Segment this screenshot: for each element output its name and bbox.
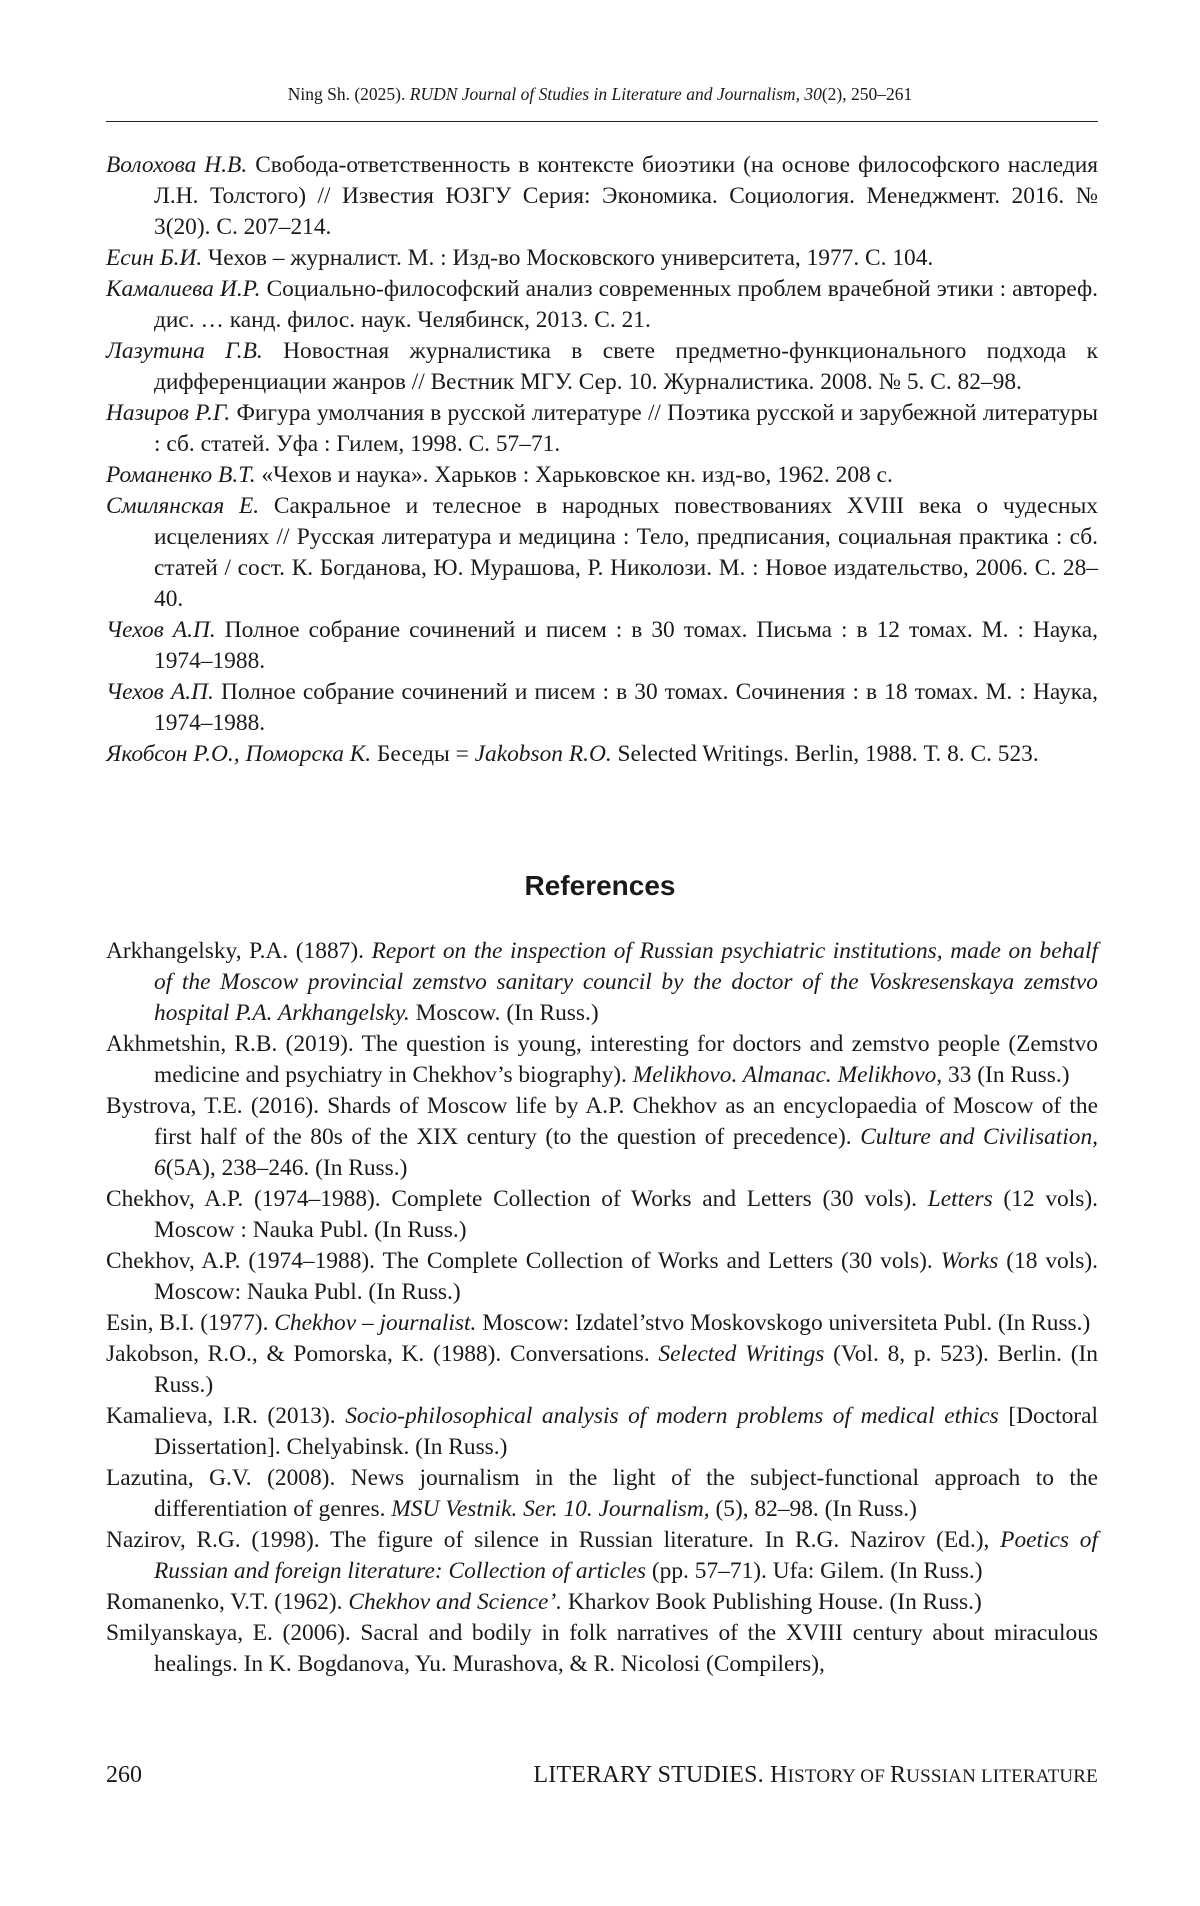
- reference-entry: Романенко В.Т. «Чехов и наука». Харьков : Харьковское кн. изд-во, 1962. 208 с.: [106, 462, 893, 488]
- header-volume: 30: [804, 84, 822, 104]
- reference-entry: Jakobson, R.O., & Pomorska, K. (1988). Conversations. Selected Writings (Vol. 8, p. 523). Berlin. (In Russ.): [106, 1341, 1098, 1398]
- reference-entry: Чехов А.П. Полное собрание сочинений и писем : в 30 томах. Письма : в 12 томах. М. : Наука, 1974–1988.: [106, 617, 1098, 674]
- header-author-year: Ning Sh. (2025).: [287, 84, 406, 104]
- reference-entry: Есин Б.И. Чехов – журналист. М. : Изд-во Московского университета, 1977. С. 104.: [106, 245, 934, 271]
- reference-entry: Kamalieva, I.R. (2013). Socio-philosophical analysis of modern problems of medical ethics [Doctoral Dissertation]. Chelyabinsk. (In Russ.): [106, 1403, 1098, 1460]
- reference-entry: Nazirov, R.G. (1998). The figure of silence in Russian literature. In R.G. Nazirov (Ed.), Poetics of Russian and foreign literature: Collection of articles (pp. 57–71). Ufa: Gilem. (In Russ.): [106, 1527, 1098, 1584]
- reference-entry: Назиров Р.Г. Фигура умолчания в русской литературе // Поэтика русской и зарубежной литературы : сб. статей. Уфа : Гилем, 1998. С. 57–71.: [106, 400, 1098, 457]
- reference-entry: Камалиева И.Р. Социально-философский анализ современных проблем врачебной этики : автореф. дис. … канд. филос. наук. Челябинск, 2013. С. 21.: [106, 276, 1099, 333]
- reference-entry: Lazutina, G.V. (2008). News journalism in the light of the subject-functional approach to the differentiation of genres. MSU Vestnik. Ser. 10. Journalism, (5), 82–98. (In Russ.): [106, 1465, 1098, 1522]
- reference-entry: Romanenko, V.T. (1962). Chekhov and Science’. Kharkov Book Publishing House. (In Russ.): [106, 1589, 982, 1615]
- running-footer: LITERARY STUDIES. HISTORY OF RUSSIAN LITERATURE: [533, 1762, 1098, 1788]
- header-issue-pages: (2), 250–261: [821, 84, 913, 104]
- header-journal: RUDN Journal of Studies in Literature and Journalism,: [409, 84, 800, 104]
- reference-entry: Лазутина Г.В. Новостная журналистика в свете предметно-функционального подхода к дифференциации жанров // Вестник МГУ. Сер. 10. Журналистика. 2008. № 5. С. 82–98.: [106, 338, 1098, 395]
- reference-entry: Bystrova, T.E. (2016). Shards of Moscow life by A.P. Chekhov as an encyclopaedia of Moscow of the first half of the 80s of the XIX century (to the question of precedence). Culture and Civilisation, 6(5A), 238–246. (In Russ.): [106, 1093, 1098, 1181]
- reference-entry: Smilyanskaya, E. (2006). Sacral and bodily in folk narratives of the XVIII century about miraculous healings. In K. Bogdanova, Yu. Murashova, & R. Nicolosi (Compilers),: [106, 1620, 1098, 1677]
- running-header: [0, 84, 1200, 105]
- reference-entry: Arkhangelsky, P.A. (1887). Report on the inspection of Russian psychiatric institutions, made on behalf of the Moscow provincial zemstvo sanitary council by the doctor of the Voskresenskaya zemstvo hospital P.A. Arkhangelsky. Moscow. (In Russ.): [106, 938, 1098, 1026]
- reference-entry: Якобсон Р.О., Поморска К. Беседы = Jakobson R.O. Selected Writings. Berlin, 1988. Т. 8. С. 523.: [106, 741, 1039, 767]
- page-number: 260: [106, 1762, 142, 1788]
- reference-entry: Chekhov, A.P. (1974–1988). The Complete Collection of Works and Letters (30 vols). Works (18 vols). Moscow: Nauka Publ. (In Russ.): [106, 1248, 1098, 1305]
- reference-entry: Esin, B.I. (1977). Chekhov – journalist. Moscow: Izdatel’stvo Moskovskogo universiteta Publ. (In Russ.): [106, 1310, 1091, 1336]
- reference-entry: Chekhov, A.P. (1974–1988). Complete Collection of Works and Letters (30 vols). Letters (12 vols). Moscow : Nauka Publ. (In Russ.): [106, 1186, 1098, 1243]
- reference-entry: Чехов А.П. Полное собрание сочинений и писем : в 30 томах. Сочинения : в 18 томах. М. : Наука, 1974–1988.: [106, 679, 1099, 736]
- reference-entry: Волохова Н.В. Свобода-ответственность в контексте биоэтики (на основе философского наследия Л.Н. Толстого) // Известия ЮЗГУ Серия: Экономика. Социология. Менеджмент. 2016. № 3(20). С. 207–214.: [106, 152, 1098, 240]
- reference-entry: Смилянская Е. Сакральное и телесное в народных повествованиях XVIII века о чудесных исцелениях // Русская литература и медицина : Тело, предписания, социальная практика : сб. статей / сост. К. Богданова, Ю. Мурашова, Р. Николози. М. : Новое издательство, 2006. С. 28–40.: [106, 493, 1098, 612]
- russian-reference-list: [106, 150, 1098, 770]
- english-reference-list: [106, 936, 1098, 1680]
- references-heading: References: [524, 870, 676, 901]
- header-rule: [106, 121, 1098, 122]
- reference-entry: Akhmetshin, R.B. (2019). The question is young, interesting for doctors and zemstvo people (Zemstvo medicine and psychiatry in Chekhov’s biography). Melikhovo. Almanac. Melikhovo, 33 (In Russ.): [106, 1031, 1098, 1088]
